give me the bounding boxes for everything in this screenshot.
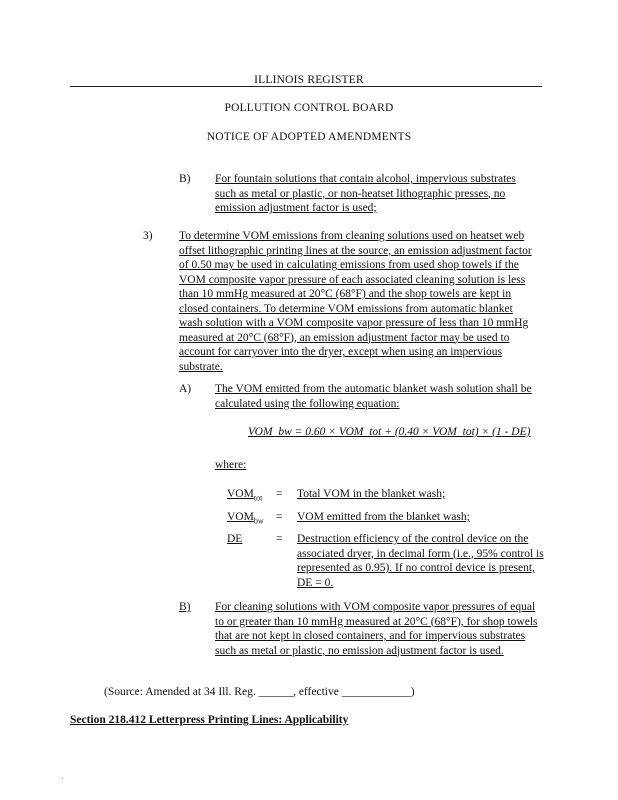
page-mark [62,778,63,779]
board-title: POLLUTION CONTROL BOARD [224,102,394,114]
item-a-label: A) [179,383,192,395]
def-eq-de: = [276,533,283,545]
def-text-vombw: VOM emitted from the blanket wash; [297,511,470,523]
register-title: ILLINOIS REGISTER [254,74,364,86]
def-symbol-vombw: $VOM_{bw}$ [227,511,264,526]
def-symbol-vomtot: $VOM_{tot}$ [227,488,263,503]
notice-title: NOTICE OF ADOPTED AMENDMENTS [206,131,412,143]
def-symbol-de: DE [227,533,243,545]
def-eq-vomtot: = [276,488,283,500]
item-3-label: 3) [143,230,153,242]
equation: VOM_bw = 0.60 × VOM_tot + (0.40 × VOM_tot) × (1 - DE) [248,426,531,438]
item-a-text: The VOM emitted from the automatic blanket wash solution shall be calculated using the following equation: [215,383,532,410]
item-3-text: To determine VOM emissions from cleaning solutions used on heatset web offset lithographic printing lines at the source, an emission adjustment factor of 0.50 may be used in calculating emissions from used shop towels if the VOM composite vapor pressure of each associated cleaning solution is less than 10 mmHg measured at 20°C (68°F) and the shop towels are kept in closed containers. To determine VOM emissions from automatic blanket wash solution with a VOM composite vapor pressure of less than 10 mmHg measured at 20°C (68°F), an emission adjustment factor may be used to account for carryover into the dryer, except when using an impervious substrate. [179,230,532,373]
def-eq-vombw: = [276,511,283,523]
def-text-vomtot: Total VOM in the blanket wash; [297,488,446,500]
item-b1-text: For fountain solutions that contain alcohol, impervious substrates such as metal or plastic, or non-heatset lithographic presses, no emission adjustment factor is used; [215,173,516,214]
def-text-de: Destruction efficiency of the control device on the associated dryer, in decimal form (i.e., 95% control is represented as 0.95). If no control device is present, DE = 0. [297,533,544,589]
where-label: where: [215,459,247,471]
item-b1-label: B) [179,173,191,185]
item-b2-label: B) [179,601,191,613]
source-note: (Source: Amended at 34 Ill. Reg. ______, effective ____________) [104,686,415,698]
item-b2-text: For cleaning solutions with VOM composite vapor pressures of equal to or greater than 10 mmHg measured at 20°C (68°F), for shop towels that are not kept in closed containers, and for impervious substrates such as metal or plastic, no emission adjustment factor is used. [215,601,538,657]
section-heading: Section 218.412 Letterpress Printing Lines: Applicability [70,714,349,726]
